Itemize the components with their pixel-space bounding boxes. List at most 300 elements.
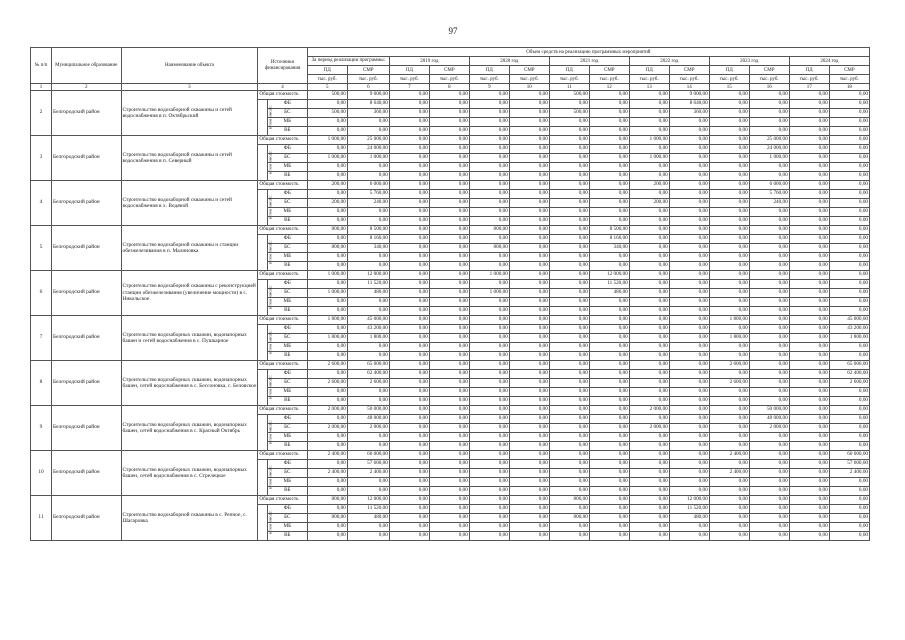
value-cell: 0,00 bbox=[829, 253, 869, 262]
value-cell: 0,00 bbox=[749, 451, 789, 460]
value-cell: 0,00 bbox=[389, 145, 429, 154]
value-cell: 0,00 bbox=[469, 199, 509, 208]
value-cell: 0,00 bbox=[709, 298, 749, 307]
value-cell: 0,00 bbox=[549, 145, 589, 154]
value-cell: 0,00 bbox=[829, 289, 869, 298]
value-cell: 0,00 bbox=[829, 352, 869, 361]
value-cell: 0,00 bbox=[669, 298, 709, 307]
value-cell: 0,00 bbox=[389, 172, 429, 181]
value-cell: 0,00 bbox=[589, 190, 629, 199]
value-cell: 0,00 bbox=[509, 172, 549, 181]
including-label: в том числе: bbox=[268, 375, 274, 400]
header-pd: ПД bbox=[789, 66, 829, 75]
value-cell: 0,00 bbox=[669, 478, 709, 487]
value-cell: 0,00 bbox=[347, 442, 389, 451]
value-cell: 0,00 bbox=[829, 208, 869, 217]
project-no: 10 bbox=[31, 451, 52, 496]
value-cell: 0,00 bbox=[669, 424, 709, 433]
value-cell: 0,00 bbox=[389, 226, 429, 235]
value-cell: 0,00 bbox=[749, 235, 789, 244]
value-cell: 0,00 bbox=[549, 199, 589, 208]
value-cell: 0,00 bbox=[509, 487, 549, 496]
value-cell: 0,00 bbox=[549, 244, 589, 253]
value-cell: 0,00 bbox=[589, 487, 629, 496]
table-row bbox=[31, 136, 870, 145]
value-cell: 0,00 bbox=[669, 217, 709, 226]
value-cell: 0,00 bbox=[549, 451, 589, 460]
value-cell: 2 000,00 bbox=[749, 424, 789, 433]
value-cell: 0,00 bbox=[307, 127, 347, 136]
value-cell: 0,00 bbox=[709, 415, 749, 424]
value-cell: 0,00 bbox=[389, 523, 429, 532]
including-label-cell bbox=[258, 370, 274, 406]
header-unit: тыс. руб. bbox=[509, 75, 549, 84]
value-cell: 0,00 bbox=[347, 127, 389, 136]
value-cell: 0,00 bbox=[789, 334, 829, 343]
value-cell: 0,00 bbox=[629, 145, 669, 154]
value-cell: 2 400,00 bbox=[829, 469, 869, 478]
value-cell: 0,00 bbox=[709, 532, 749, 541]
value-cell: 8 500,00 bbox=[589, 226, 629, 235]
value-cell: 12 000,00 bbox=[347, 271, 389, 280]
source-label: ВБ bbox=[267, 217, 307, 226]
including-label: в том числе: bbox=[268, 195, 274, 220]
value-cell: 0,00 bbox=[549, 487, 589, 496]
value-cell: 0,00 bbox=[669, 325, 709, 334]
value-cell: 0,00 bbox=[307, 208, 347, 217]
value-cell: 0,00 bbox=[509, 109, 549, 118]
value-cell: 0,00 bbox=[589, 163, 629, 172]
header-pd: ПД bbox=[709, 66, 749, 75]
value-cell: 0,00 bbox=[829, 118, 869, 127]
value-cell: 0,00 bbox=[789, 172, 829, 181]
value-cell: 0,00 bbox=[509, 289, 549, 298]
value-cell: 0,00 bbox=[829, 100, 869, 109]
value-cell: 0,00 bbox=[749, 523, 789, 532]
value-cell: 0,00 bbox=[629, 163, 669, 172]
value-cell: 0,00 bbox=[509, 91, 549, 100]
source-label: ВБ bbox=[267, 487, 307, 496]
value-cell: 0,00 bbox=[789, 505, 829, 514]
value-cell: 0,00 bbox=[589, 217, 629, 226]
value-cell: 0,00 bbox=[749, 397, 789, 406]
value-cell: 0,00 bbox=[789, 415, 829, 424]
value-cell: 0,00 bbox=[347, 433, 389, 442]
value-cell: 0,00 bbox=[789, 424, 829, 433]
header-unit: тыс. руб. bbox=[669, 75, 709, 84]
value-cell: 1 000,00 bbox=[307, 271, 347, 280]
value-cell: 0,00 bbox=[429, 397, 469, 406]
value-cell: 0,00 bbox=[307, 523, 347, 532]
value-cell: 0,00 bbox=[549, 523, 589, 532]
value-cell: 0,00 bbox=[789, 91, 829, 100]
project-area: Белгородский район bbox=[52, 406, 121, 451]
value-cell: 0,00 bbox=[509, 262, 549, 271]
value-cell: 0,00 bbox=[429, 253, 469, 262]
value-cell: 0,00 bbox=[389, 460, 429, 469]
value-cell: 0,00 bbox=[669, 451, 709, 460]
value-cell: 0,00 bbox=[469, 118, 509, 127]
value-cell: 0,00 bbox=[629, 298, 669, 307]
value-cell: 0,00 bbox=[669, 334, 709, 343]
table-row bbox=[31, 271, 870, 280]
value-cell: 0,00 bbox=[469, 91, 509, 100]
value-cell: 0,00 bbox=[669, 208, 709, 217]
value-cell: 0,00 bbox=[429, 91, 469, 100]
header-unit: тыс. руб. bbox=[469, 75, 509, 84]
value-cell: 0,00 bbox=[429, 226, 469, 235]
header-unit: тыс. руб. bbox=[389, 75, 429, 84]
value-cell: 0,00 bbox=[307, 433, 347, 442]
value-cell: 0,00 bbox=[389, 334, 429, 343]
value-cell: 0,00 bbox=[749, 109, 789, 118]
value-cell: 0,00 bbox=[429, 181, 469, 190]
header-col-index: 2 bbox=[52, 84, 121, 91]
value-cell: 0,00 bbox=[789, 307, 829, 316]
value-cell: 0,00 bbox=[469, 253, 509, 262]
header-period: За период реализации программы: bbox=[307, 57, 389, 66]
value-cell: 0,00 bbox=[629, 226, 669, 235]
value-cell: 0,00 bbox=[307, 217, 347, 226]
value-cell: 0,00 bbox=[469, 370, 509, 379]
value-cell: 0,00 bbox=[789, 406, 829, 415]
value-cell: 0,00 bbox=[307, 442, 347, 451]
value-cell: 0,00 bbox=[749, 289, 789, 298]
value-cell: 0,00 bbox=[389, 343, 429, 352]
value-cell: 0,00 bbox=[389, 289, 429, 298]
value-cell: 0,00 bbox=[789, 226, 829, 235]
value-cell: 0,00 bbox=[589, 298, 629, 307]
value-cell: 800,00 bbox=[307, 496, 347, 505]
value-cell: 0,00 bbox=[789, 514, 829, 523]
value-cell: 0,00 bbox=[389, 316, 429, 325]
value-cell: 1 000,00 bbox=[307, 136, 347, 145]
header-smr: СМР bbox=[669, 66, 709, 75]
value-cell: 0,00 bbox=[749, 127, 789, 136]
value-cell: 0,00 bbox=[509, 451, 549, 460]
value-cell: 0,00 bbox=[469, 397, 509, 406]
value-cell: 0,00 bbox=[749, 163, 789, 172]
including-label-cell bbox=[258, 190, 274, 226]
value-cell: 0,00 bbox=[829, 91, 869, 100]
value-cell: 0,00 bbox=[389, 496, 429, 505]
value-cell: 0,00 bbox=[469, 334, 509, 343]
value-cell: 0,00 bbox=[347, 262, 389, 271]
total-cost-label: Общая стоимость bbox=[258, 136, 307, 145]
value-cell: 0,00 bbox=[629, 388, 669, 397]
value-cell: 0,00 bbox=[509, 523, 549, 532]
value-cell: 0,00 bbox=[509, 352, 549, 361]
project-area: Белгородский район bbox=[52, 361, 121, 406]
value-cell: 0,00 bbox=[307, 487, 347, 496]
header-pd: ПД bbox=[469, 66, 509, 75]
table-row bbox=[31, 361, 870, 370]
value-cell: 0,00 bbox=[509, 478, 549, 487]
value-cell: 0,00 bbox=[469, 523, 509, 532]
source-label: МБ bbox=[267, 388, 307, 397]
value-cell: 0,00 bbox=[509, 424, 549, 433]
value-cell: 0,00 bbox=[709, 406, 749, 415]
header-year-2019: 2019 год bbox=[389, 57, 469, 66]
value-cell: 0,00 bbox=[629, 496, 669, 505]
value-cell: 0,00 bbox=[389, 109, 429, 118]
value-cell: 0,00 bbox=[429, 145, 469, 154]
value-cell: 0,00 bbox=[789, 289, 829, 298]
value-cell: 0,00 bbox=[429, 136, 469, 145]
value-cell: 0,00 bbox=[549, 118, 589, 127]
value-cell: 12 000,00 bbox=[347, 496, 389, 505]
header-no: № п/п bbox=[31, 48, 52, 84]
including-label: в том числе: bbox=[268, 510, 274, 535]
project-area: Белгородский район bbox=[52, 136, 121, 181]
value-cell: 0,00 bbox=[429, 199, 469, 208]
header-smr: СМР bbox=[749, 66, 789, 75]
value-cell: 0,00 bbox=[669, 172, 709, 181]
value-cell: 0,00 bbox=[389, 271, 429, 280]
value-cell: 0,00 bbox=[389, 199, 429, 208]
value-cell: 0,00 bbox=[709, 118, 749, 127]
value-cell: 0,00 bbox=[829, 127, 869, 136]
value-cell: 62 400,00 bbox=[347, 370, 389, 379]
value-cell: 0,00 bbox=[549, 190, 589, 199]
value-cell: 0,00 bbox=[469, 433, 509, 442]
value-cell: 0,00 bbox=[789, 208, 829, 217]
value-cell: 0,00 bbox=[549, 271, 589, 280]
value-cell: 0,00 bbox=[589, 370, 629, 379]
value-cell: 11 520,00 bbox=[347, 505, 389, 514]
value-cell: 0,00 bbox=[549, 136, 589, 145]
value-cell: 0,00 bbox=[629, 118, 669, 127]
value-cell: 0,00 bbox=[789, 397, 829, 406]
header-smr: СМР bbox=[589, 66, 629, 75]
value-cell: 0,00 bbox=[669, 379, 709, 388]
value-cell: 0,00 bbox=[389, 424, 429, 433]
value-cell: 0,00 bbox=[469, 325, 509, 334]
value-cell: 0,00 bbox=[789, 487, 829, 496]
source-label: ФБ bbox=[267, 190, 307, 199]
value-cell: 800,00 bbox=[307, 244, 347, 253]
value-cell: 2 400,00 bbox=[709, 451, 749, 460]
value-cell: 0,00 bbox=[469, 460, 509, 469]
value-cell: 11 520,00 bbox=[669, 505, 709, 514]
header-col-index: 7 bbox=[389, 84, 429, 91]
header-year-2021: 2021 год bbox=[549, 57, 629, 66]
value-cell: 0,00 bbox=[307, 307, 347, 316]
value-cell: 0,00 bbox=[749, 478, 789, 487]
value-cell: 0,00 bbox=[307, 388, 347, 397]
value-cell: 0,00 bbox=[789, 163, 829, 172]
value-cell: 0,00 bbox=[589, 307, 629, 316]
project-area: Белгородский район bbox=[52, 181, 121, 226]
header-unit: тыс. руб. bbox=[709, 75, 749, 84]
value-cell: 0,00 bbox=[509, 118, 549, 127]
value-cell: 0,00 bbox=[509, 199, 549, 208]
value-cell: 0,00 bbox=[549, 217, 589, 226]
value-cell: 0,00 bbox=[829, 172, 869, 181]
value-cell: 0,00 bbox=[389, 370, 429, 379]
value-cell: 0,00 bbox=[509, 136, 549, 145]
header-col-index: 11 bbox=[549, 84, 589, 91]
value-cell: 0,00 bbox=[629, 100, 669, 109]
value-cell: 0,00 bbox=[629, 361, 669, 370]
value-cell: 0,00 bbox=[429, 316, 469, 325]
value-cell: 0,00 bbox=[469, 235, 509, 244]
header-col-index: 3 bbox=[121, 84, 258, 91]
value-cell: 0,00 bbox=[469, 442, 509, 451]
value-cell: 200,00 bbox=[307, 199, 347, 208]
value-cell: 0,00 bbox=[709, 100, 749, 109]
value-cell: 0,00 bbox=[469, 361, 509, 370]
value-cell: 0,00 bbox=[589, 343, 629, 352]
value-cell: 1 800,00 bbox=[347, 334, 389, 343]
value-cell: 0,00 bbox=[509, 163, 549, 172]
value-cell: 0,00 bbox=[389, 127, 429, 136]
value-cell: 0,00 bbox=[709, 397, 749, 406]
project-object: Строительство водозаборных скважин, водонапорных башен, сетей водоснабжения в с. Красный Октябрь bbox=[121, 406, 258, 451]
value-cell: 0,00 bbox=[347, 307, 389, 316]
value-cell: 0,00 bbox=[629, 280, 669, 289]
value-cell: 0,00 bbox=[429, 118, 469, 127]
value-cell: 0,00 bbox=[789, 370, 829, 379]
value-cell: 0,00 bbox=[709, 478, 749, 487]
value-cell: 0,00 bbox=[789, 154, 829, 163]
value-cell: 0,00 bbox=[509, 496, 549, 505]
value-cell: 0,00 bbox=[749, 100, 789, 109]
value-cell: 0,00 bbox=[549, 370, 589, 379]
project-object: Строительство водозаборных скважин, водонапорных башен, сетей водоснабжения в с. Стрелецкое bbox=[121, 451, 258, 496]
source-label: ВБ bbox=[267, 172, 307, 181]
value-cell: 0,00 bbox=[749, 118, 789, 127]
value-cell: 0,00 bbox=[629, 487, 669, 496]
value-cell: 0,00 bbox=[589, 469, 629, 478]
value-cell: 0,00 bbox=[429, 235, 469, 244]
value-cell: 0,00 bbox=[709, 307, 749, 316]
value-cell: 200,00 bbox=[629, 181, 669, 190]
value-cell: 0,00 bbox=[669, 289, 709, 298]
value-cell: 0,00 bbox=[749, 352, 789, 361]
header-col-index: 15 bbox=[709, 84, 749, 91]
value-cell: 0,00 bbox=[589, 532, 629, 541]
value-cell: 0,00 bbox=[509, 190, 549, 199]
value-cell: 0,00 bbox=[749, 91, 789, 100]
value-cell: 0,00 bbox=[709, 505, 749, 514]
value-cell: 43 200,00 bbox=[829, 325, 869, 334]
value-cell: 0,00 bbox=[509, 154, 549, 163]
value-cell: 0,00 bbox=[629, 235, 669, 244]
value-cell: 0,00 bbox=[669, 190, 709, 199]
value-cell: 0,00 bbox=[589, 442, 629, 451]
value-cell: 0,00 bbox=[669, 118, 709, 127]
value-cell: 0,00 bbox=[509, 253, 549, 262]
project-area: Белгородский район bbox=[52, 271, 121, 316]
value-cell: 0,00 bbox=[347, 352, 389, 361]
value-cell: 0,00 bbox=[307, 325, 347, 334]
value-cell: 0,00 bbox=[307, 532, 347, 541]
project-object: Строительство водозаборной скважины и станции обезжелезивания в п. Малиновка bbox=[121, 226, 258, 271]
value-cell: 0,00 bbox=[549, 361, 589, 370]
value-cell: 0,00 bbox=[629, 442, 669, 451]
value-cell: 0,00 bbox=[307, 190, 347, 199]
value-cell: 43 200,00 bbox=[347, 325, 389, 334]
header-unit: тыс. руб. bbox=[589, 75, 629, 84]
source-label: БС bbox=[267, 469, 307, 478]
value-cell: 2 000,00 bbox=[307, 424, 347, 433]
value-cell: 0,00 bbox=[469, 469, 509, 478]
value-cell: 0,00 bbox=[629, 451, 669, 460]
source-label: ФБ bbox=[267, 370, 307, 379]
value-cell: 0,00 bbox=[629, 244, 669, 253]
value-cell: 0,00 bbox=[347, 118, 389, 127]
value-cell: 1 000,00 bbox=[629, 136, 669, 145]
value-cell: 0,00 bbox=[509, 442, 549, 451]
value-cell: 0,00 bbox=[709, 190, 749, 199]
header-smr: СМР bbox=[829, 66, 869, 75]
value-cell: 0,00 bbox=[429, 487, 469, 496]
value-cell: 0,00 bbox=[469, 352, 509, 361]
value-cell: 0,00 bbox=[347, 253, 389, 262]
value-cell: 0,00 bbox=[789, 271, 829, 280]
value-cell: 0,00 bbox=[429, 523, 469, 532]
source-label: МБ bbox=[267, 523, 307, 532]
header-pd: ПД bbox=[629, 66, 669, 75]
value-cell: 0,00 bbox=[829, 262, 869, 271]
value-cell: 0,00 bbox=[749, 388, 789, 397]
value-cell: 0,00 bbox=[789, 235, 829, 244]
value-cell: 0,00 bbox=[709, 343, 749, 352]
header-col-index: 16 bbox=[749, 84, 789, 91]
value-cell: 0,00 bbox=[469, 181, 509, 190]
header-unit: тыс. руб. bbox=[429, 75, 469, 84]
value-cell: 0,00 bbox=[589, 352, 629, 361]
value-cell: 0,00 bbox=[829, 433, 869, 442]
value-cell: 0,00 bbox=[429, 451, 469, 460]
value-cell: 0,00 bbox=[509, 334, 549, 343]
value-cell: 0,00 bbox=[669, 307, 709, 316]
value-cell: 0,00 bbox=[509, 532, 549, 541]
value-cell: 0,00 bbox=[789, 118, 829, 127]
value-cell: 0,00 bbox=[549, 442, 589, 451]
table-row bbox=[31, 91, 870, 100]
value-cell: 2 000,00 bbox=[629, 406, 669, 415]
value-cell: 0,00 bbox=[429, 361, 469, 370]
value-cell: 0,00 bbox=[709, 433, 749, 442]
header-pd: ПД bbox=[307, 66, 347, 75]
value-cell: 0,00 bbox=[549, 460, 589, 469]
value-cell: 0,00 bbox=[509, 433, 549, 442]
value-cell: 0,00 bbox=[749, 460, 789, 469]
source-label: ВБ bbox=[267, 127, 307, 136]
value-cell: 0,00 bbox=[469, 298, 509, 307]
value-cell: 0,00 bbox=[389, 100, 429, 109]
value-cell: 0,00 bbox=[589, 424, 629, 433]
value-cell: 8 500,00 bbox=[347, 226, 389, 235]
value-cell: 0,00 bbox=[829, 397, 869, 406]
value-cell: 200,00 bbox=[307, 181, 347, 190]
value-cell: 0,00 bbox=[669, 370, 709, 379]
source-label: ФБ bbox=[267, 235, 307, 244]
value-cell: 0,00 bbox=[389, 433, 429, 442]
value-cell: 0,00 bbox=[347, 388, 389, 397]
value-cell: 0,00 bbox=[509, 316, 549, 325]
value-cell: 0,00 bbox=[429, 442, 469, 451]
header-smr: СМР bbox=[509, 66, 549, 75]
value-cell: 0,00 bbox=[429, 532, 469, 541]
value-cell: 0,00 bbox=[709, 370, 749, 379]
header-year-2024: 2024 год bbox=[789, 57, 869, 66]
value-cell: 0,00 bbox=[629, 289, 669, 298]
value-cell: 0,00 bbox=[307, 415, 347, 424]
value-cell: 340,00 bbox=[347, 244, 389, 253]
